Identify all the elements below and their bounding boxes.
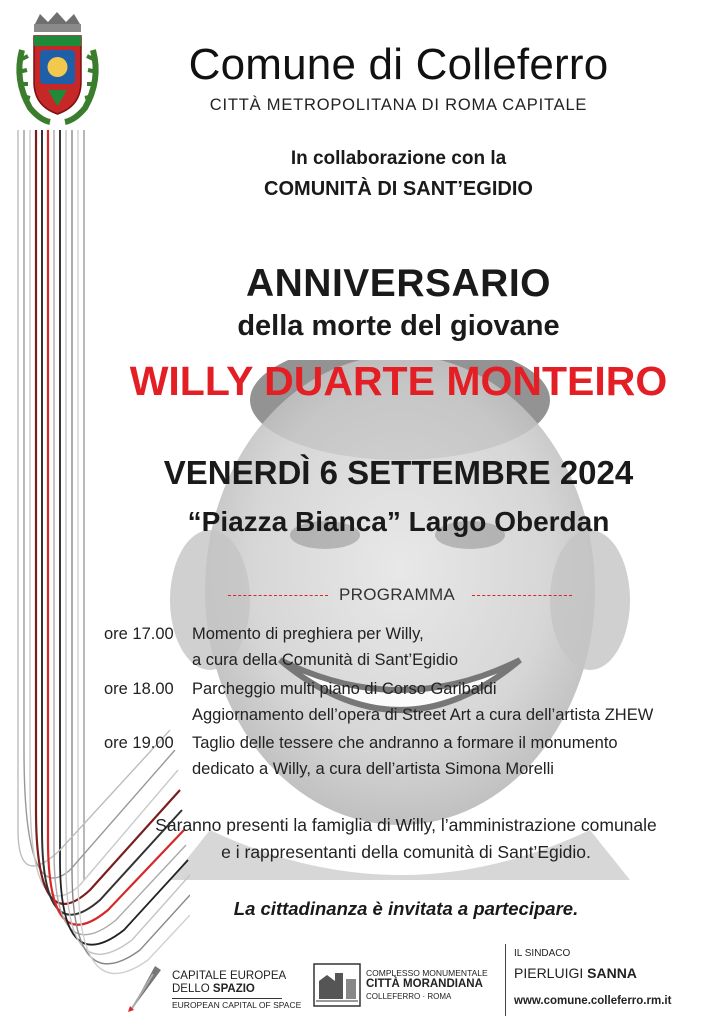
divider-right	[472, 595, 572, 596]
morandiana-line2: CITTÀ MORANDIANA	[366, 978, 483, 990]
morandiana-line3: COLLEFERRO · ROMA	[366, 992, 452, 1001]
programme-label: PROGRAMMA	[339, 585, 456, 604]
programme-desc: dedicato a Willy, a cura dell’artista Simona Morelli	[192, 760, 554, 778]
space-capital-line1: CAPITALE EUROPEA	[172, 970, 287, 982]
sindaco-first-name: PIERLUIGI	[514, 965, 588, 981]
morandiana-logo-icon	[313, 963, 361, 1007]
footer-divider	[505, 944, 506, 1016]
programme-desc: a cura della Comunità di Sant’Egidio	[192, 651, 458, 669]
event-date: VENERDÌ 6 SETTEMBRE 2024	[163, 454, 634, 491]
space-capital-line3: EUROPEAN CAPITAL OF SPACE	[172, 1000, 302, 1010]
event-subheading: della morte del giovane	[237, 310, 560, 342]
invitation-text: La cittadinanza è invitata a partecipare.	[233, 898, 579, 919]
collaboration-line: In collaborazione con la	[290, 148, 507, 169]
programme-time: ore 18.00	[104, 680, 174, 698]
programme-time: ore 17.00	[104, 625, 174, 643]
collaboration-partner: COMUNITÀ DI SANT’EGIDIO	[264, 178, 533, 200]
sindaco-last-name: SANNA	[587, 965, 637, 981]
space-divider	[172, 998, 282, 999]
event-person-name: WILLY DUARTE MONTEIRO	[129, 358, 668, 404]
website-link[interactable]: www.comune.colleferro.rm.it	[514, 995, 672, 1007]
event-place: “Piazza Bianca” Largo Oberdan	[187, 506, 610, 537]
programme-time: ore 19.00	[104, 734, 174, 752]
divider-left	[228, 595, 328, 596]
event-heading: ANNIVERSARIO	[245, 262, 552, 305]
portrait-background	[150, 360, 630, 880]
page-subtitle: CITTÀ METROPOLITANA DI ROMA CAPITALE	[209, 96, 588, 114]
sindaco-label: IL SINDACO	[514, 948, 571, 959]
morandiana-line1: COMPLESSO MONUMENTALE	[366, 968, 488, 978]
programme-desc: Momento di preghiera per Willy,	[192, 625, 424, 643]
space-capital-line2b: SPAZIO	[212, 983, 255, 995]
rocket-icon	[125, 960, 165, 1015]
programme-desc: Taglio delle tessere che andranno a formare il monumento	[192, 734, 618, 752]
presence-line: Saranno presenti la famiglia di Willy, l’amministrazione comunale	[155, 815, 657, 835]
programme-desc: Parcheggio multi piano di Corso Garibaldi	[192, 680, 497, 698]
presence-line: e i rappresentanti della comunità di Sant’Egidio.	[221, 842, 591, 862]
programme-desc: Aggiornamento dell’opera di Street Art a cura dell’artista ZHEW	[192, 706, 654, 724]
space-capital-line2a: DELLO	[172, 983, 213, 995]
page-title: Comune di Colleferro	[188, 40, 609, 89]
